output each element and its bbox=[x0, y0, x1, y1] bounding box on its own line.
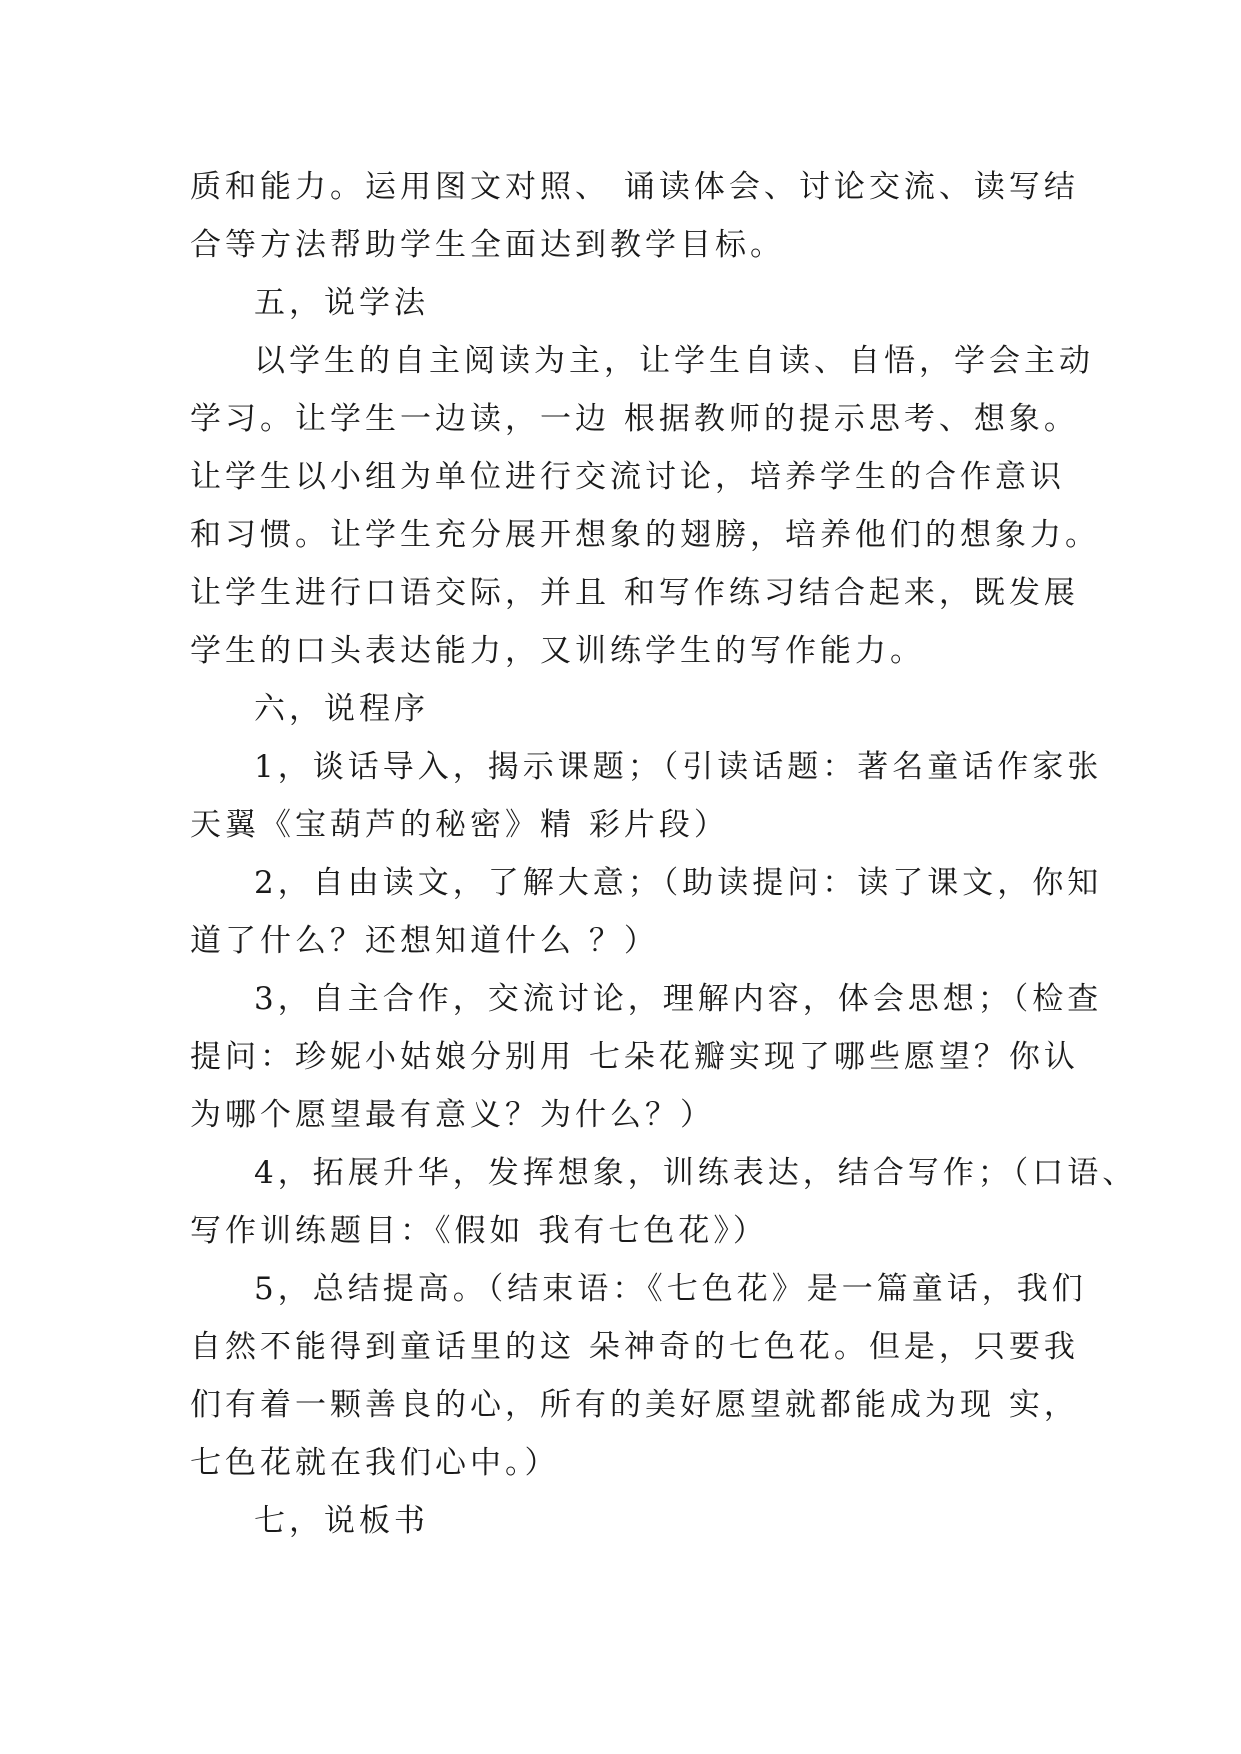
text-line: 们有着一颗善良的心，所有的美好愿望就都能成为现 实， bbox=[190, 1387, 1079, 1423]
text-line: 2，自由读文，了解大意；（助读提问：读了课文，你知 bbox=[254, 865, 1103, 901]
section-heading-study-method: 五，说学法 bbox=[254, 285, 429, 321]
text-line: 学生的口头表达能力，又训练学生的写作能力。 bbox=[190, 633, 925, 669]
text-line: 为哪个愿望最有意义？为什么？） bbox=[190, 1097, 715, 1133]
text-line: 和习惯。让学生充分展开想象的翅膀，培养他们的想象力。 bbox=[190, 517, 1100, 553]
text-line: 自然不能得到童话里的这 朵神奇的七色花。但是，只要我 bbox=[190, 1329, 1079, 1365]
text-line: 质和能力。运用图文对照、 诵读体会、讨论交流、读写结 bbox=[190, 169, 1079, 205]
text-line: 七色花就在我们心中。） bbox=[190, 1445, 560, 1481]
text-line: 合等方法帮助学生全面达到教学目标。 bbox=[190, 227, 785, 263]
text-line: 天翼《宝葫芦的秘密》精 彩片段） bbox=[190, 807, 729, 843]
text-line: 提问：珍妮小姑娘分别用 七朵花瓣实现了哪些愿望？你认 bbox=[190, 1039, 1079, 1075]
text-line: 让学生进行口语交际，并且 和写作练习结合起来，既发展 bbox=[190, 575, 1079, 611]
section-heading-blackboard: 七，说板书 bbox=[254, 1503, 429, 1539]
document-body bbox=[190, 158, 1138, 1550]
text-line: 5，总结提高。（结束语：《七色花》是一篇童话，我们 bbox=[254, 1271, 1087, 1307]
text-line: 4，拓展升华，发挥想象，训练表达，结合写作；（口语、 bbox=[254, 1155, 1138, 1191]
text-line: 道了什么？还想知道什么 ？） bbox=[190, 923, 659, 959]
text-line: 1，谈话导入，揭示课题；（引读话题：著名童话作家张 bbox=[254, 749, 1103, 785]
text-line: 写作训练题目：《假如 我有七色花》） bbox=[190, 1213, 768, 1249]
text-line: 3，自主合作，交流讨论，理解内容，体会思想；（检查 bbox=[254, 981, 1103, 1017]
text-line: 以学生的自主阅读为主，让学生自读、自悟，学会主动 bbox=[254, 343, 1094, 379]
text-line: 学习。让学生一边读，一边 根据教师的提示思考、想象。 bbox=[190, 401, 1079, 437]
section-heading-procedure: 六，说程序 bbox=[254, 691, 429, 727]
text-line: 让学生以小组为单位进行交流讨论，培养学生的合作意识 bbox=[190, 459, 1065, 495]
